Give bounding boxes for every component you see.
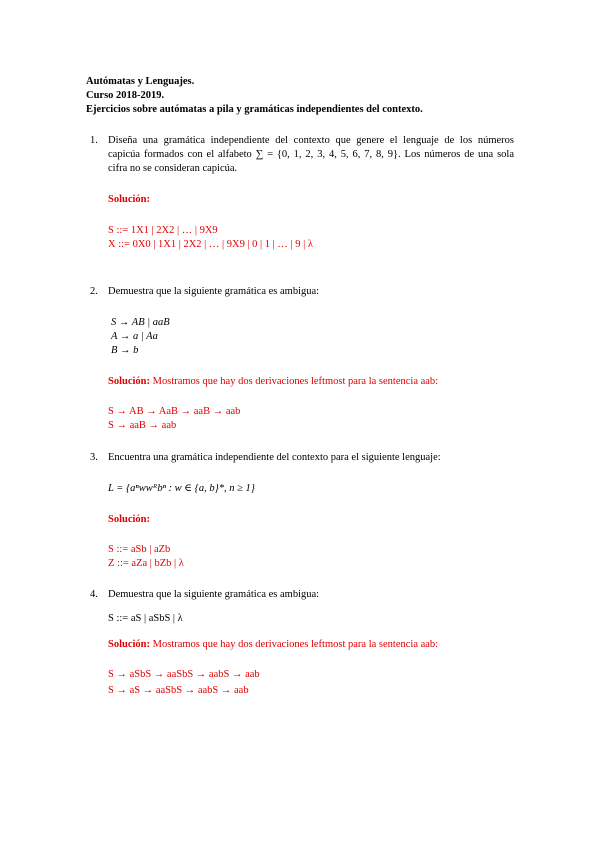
solution-text: Mostramos que hay dos derivaciones leftmost para la sentencia aab: [150, 639, 439, 650]
exercise-number: 1. [90, 135, 98, 146]
solution-line: X ::= 0X0 | 1X1 | 2X2 | … | 9X9 | 0 | 1 | … | 9 | λ [108, 239, 313, 250]
solution-label: Solución: [108, 514, 151, 525]
exercise-statement: Encuentra una gramática independiente del contexto para el siguiente lenguaje: [108, 452, 441, 463]
document-subtitle: Ejercicios sobre autómatas a pila y gramáticas independientes del contexto. [86, 104, 423, 115]
language-definition: L = {aⁿwwᴿbⁿ : w ∈ {a, b}*, n ≥ 1} [108, 483, 256, 494]
solution-heading [108, 638, 438, 651]
solution-line: S ::= aSb | aZb [108, 544, 171, 555]
derivation-line: S → AB → AaB → aaB → aab [108, 406, 241, 417]
derivation-line: S → aaB → aab [108, 420, 177, 431]
exercise-statement: Demuestra que la siguiente gramática es ambigua: [108, 589, 320, 600]
exercise-statement: Diseña una gramática independiente del contexto que genere el lenguaje de los números [108, 135, 514, 146]
exercise-number: 4. [90, 589, 98, 600]
document-title: Autómatas y Lenguajes. [86, 76, 195, 87]
solution-line: Z ::= aZa | bZb | λ [108, 558, 184, 569]
grammar-rule: B → b [111, 345, 139, 356]
solution-line: S ::= 1X1 | 2X2 | … | 9X9 [108, 225, 218, 236]
exercise-statement: cifra no se consideran capicúa. [108, 163, 238, 174]
solution-text: Mostramos que hay dos derivaciones leftmost para la sentencia aab: [150, 376, 439, 387]
solution-heading [108, 375, 438, 388]
solution-label: Solución: [108, 376, 151, 387]
course-year: Curso 2018-2019. [86, 90, 165, 101]
derivation-line: S → aS → aaSbS → aabS → aab [108, 685, 249, 696]
derivation-line: S → aSbS → aaSbS → aabS → aab [108, 669, 260, 680]
solution-label: Solución: [108, 639, 151, 650]
grammar-rule: A → a | Aa [111, 331, 158, 342]
exercise-statement: capicúa formados con el alfabeto ∑ = {0, 1, 2, 3, 4, 5, 6, 7, 8, 9}. Los números de una sola [108, 149, 514, 160]
exercise-number: 2. [90, 286, 98, 297]
grammar-rule: S ::= aS | aSbS | λ [108, 613, 183, 624]
grammar-rule: S → AB | aaB [111, 317, 170, 328]
solution-label: Solución: [108, 194, 151, 205]
exercise-statement: Demuestra que la siguiente gramática es ambigua: [108, 286, 320, 297]
exercise-number: 3. [90, 452, 98, 463]
